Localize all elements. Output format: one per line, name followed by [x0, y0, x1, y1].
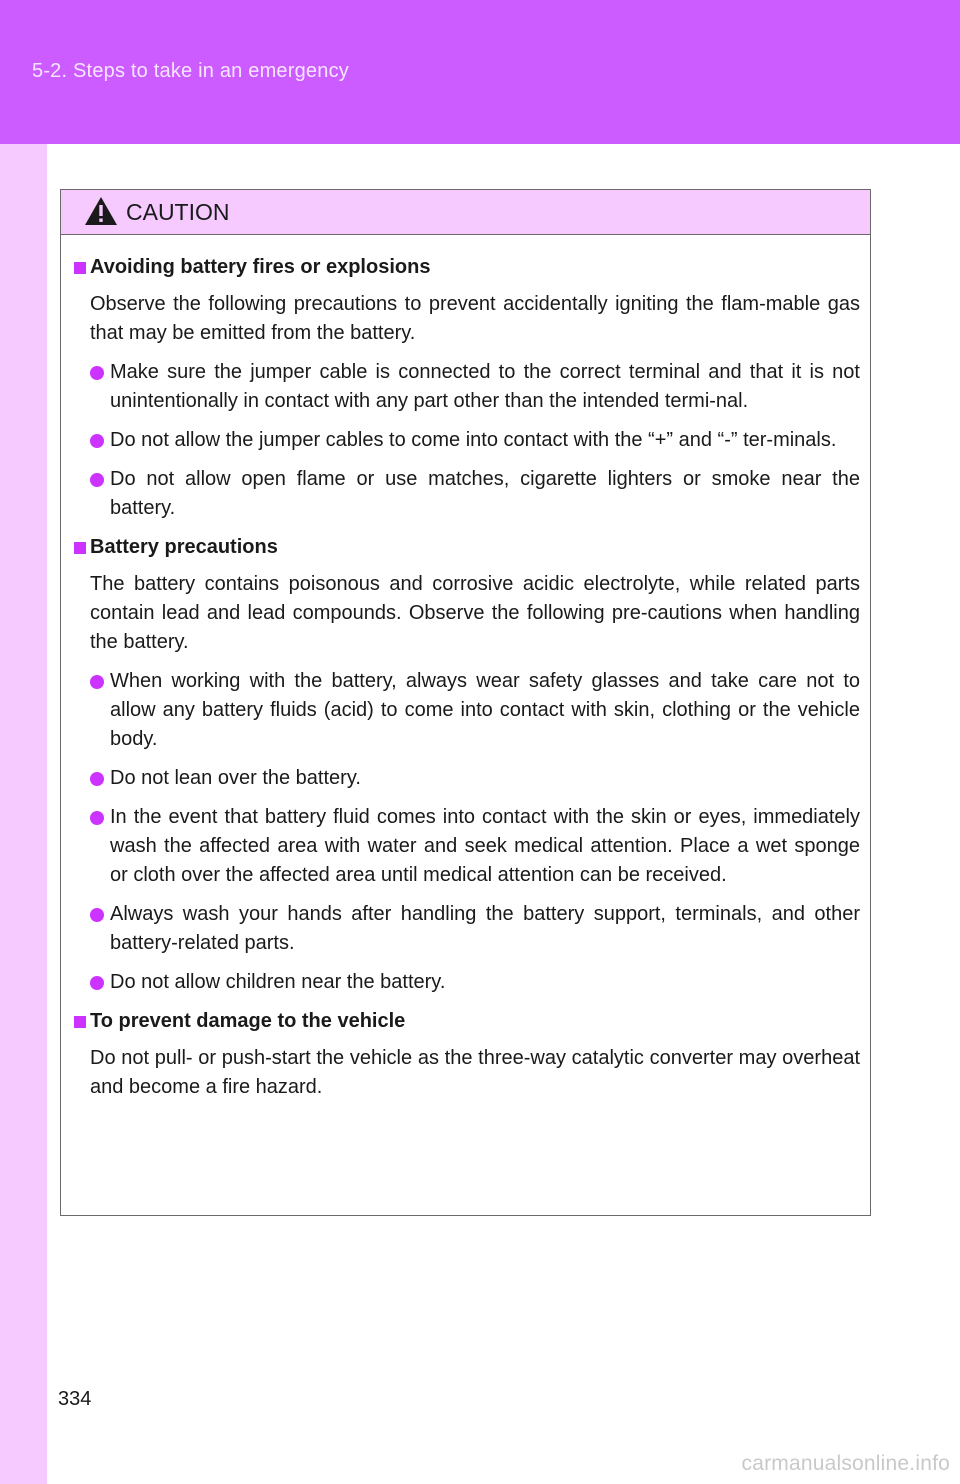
square-bullet-icon: [74, 1016, 86, 1028]
square-bullet-icon: [74, 542, 86, 554]
section-heading: [74, 253, 860, 282]
caution-section: [74, 253, 860, 523]
bullet-text: Do not allow the jumper cables to come into contact with the “+” and “-” ter-minals.: [110, 429, 837, 451]
side-margin-band: [0, 144, 47, 1484]
bullet-item: [90, 968, 860, 997]
bullet-text: Always wash your hands after handling the battery support, terminals, and other battery-related parts.: [110, 903, 860, 954]
section-heading-text: To prevent damage to the vehicle: [90, 1010, 406, 1032]
page-number: 334: [58, 1388, 92, 1410]
bullet-text: Do not allow children near the battery.: [110, 971, 446, 993]
bullet-text: Do not allow open flame or use matches, cigarette lighters or smoke near the battery.: [110, 468, 860, 519]
round-bullet-icon: [90, 811, 104, 825]
bullet-item: [90, 426, 860, 455]
bullet-item: [90, 465, 860, 523]
square-bullet-icon: [74, 262, 86, 274]
section-heading-text: Battery precautions: [90, 536, 278, 558]
bullet-item: [90, 667, 860, 754]
caution-section: [74, 1007, 860, 1102]
section-paragraph: Do not pull- or push-start the vehicle as the three-way catalytic converter may overheat and become a fire hazard.: [90, 1047, 860, 1098]
section-heading: [74, 1007, 860, 1036]
bullet-text: Make sure the jumper cable is connected to the correct terminal and that it is not unintentionally in contact with any part other than the intended termi-nal.: [110, 361, 860, 412]
section-breadcrumb: 5-2. Steps to take in an emergency: [32, 60, 349, 82]
bullet-text: When working with the battery, always wear safety glasses and take care not to allow any battery fluids (acid) to come into contact with skin, clothing or the vehicle body.: [110, 670, 860, 750]
bullet-item: [90, 803, 860, 890]
round-bullet-icon: [90, 908, 104, 922]
round-bullet-icon: [90, 976, 104, 990]
section-paragraph: The battery contains poisonous and corrosive acidic electrolyte, while related parts contain lead and lead compounds. Observe the following pre-cautions when handling the battery.: [90, 573, 860, 653]
warning-triangle-icon: [84, 196, 118, 226]
bullet-text: In the event that battery fluid comes into contact with the skin or eyes, immediately wash the affected area with water and seek medical attention. Place a wet sponge or cloth over the affected area until medical attention can be received.: [110, 806, 860, 886]
round-bullet-icon: [90, 473, 104, 487]
bullet-item: [90, 764, 860, 793]
bullet-item: [90, 358, 860, 416]
round-bullet-icon: [90, 772, 104, 786]
round-bullet-icon: [90, 434, 104, 448]
round-bullet-icon: [90, 366, 104, 380]
caution-header: [61, 190, 870, 235]
section-heading-text: Avoiding battery fires or explosions: [90, 256, 431, 278]
caution-label: CAUTION: [126, 199, 230, 225]
caution-section: [74, 533, 860, 997]
section-heading: [74, 533, 860, 562]
bullet-text: Do not lean over the battery.: [110, 767, 361, 789]
section-paragraph: Observe the following precautions to prevent accidentally igniting the flam-mable gas that may be emitted from the battery.: [90, 293, 860, 344]
caution-box: [60, 189, 871, 1216]
round-bullet-icon: [90, 675, 104, 689]
bullet-item: [90, 900, 860, 958]
watermark: carmanualsonline.info: [741, 1452, 950, 1475]
caution-body: [61, 235, 870, 1102]
header-band: [0, 0, 960, 144]
